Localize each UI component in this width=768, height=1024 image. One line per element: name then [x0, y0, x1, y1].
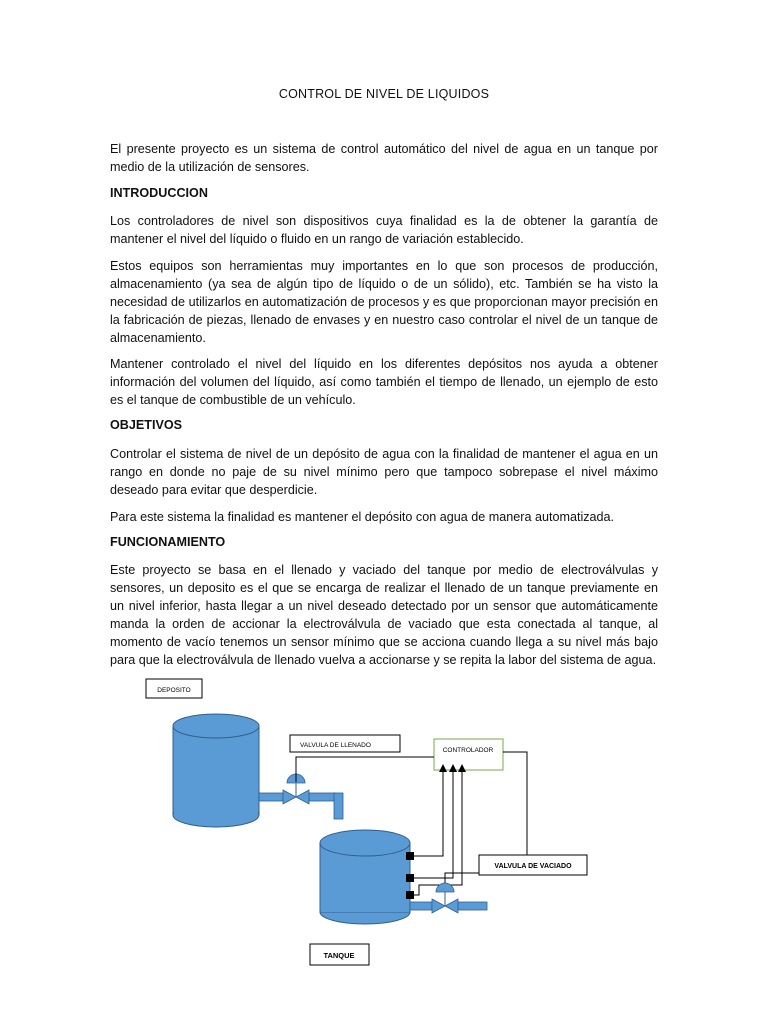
- deposito-label-box: [146, 679, 202, 698]
- deposito-tank: [173, 714, 259, 827]
- controlador-box: [434, 739, 503, 770]
- sensor-min: [406, 891, 414, 899]
- sensor-wire-arrowheads: [439, 764, 466, 772]
- intro-paragraph: El presente proyecto es un sistema de control automático del nivel de agua en un tanque por medio de la utilización de sensores.: [110, 142, 658, 174]
- level-sensors: [406, 852, 414, 899]
- controlador-label: CONTROLADOR: [442, 747, 494, 754]
- sensor-mid: [406, 874, 414, 882]
- sensor-wires: [414, 770, 462, 895]
- valvula-llenado-label: VALVULA DE LLENADO: [300, 742, 371, 749]
- valvula-llenado-label-box: [290, 735, 400, 752]
- tanque-label: TANQUE: [323, 951, 355, 960]
- objetivos-paragraph-2: Para este sistema la finalidad es mantener el depósito con agua de manera automatizada.: [110, 510, 615, 524]
- fill-valve-control-wire: [296, 757, 434, 782]
- valvula-vaciado-label-box: [479, 855, 587, 875]
- tanque-tank: [320, 830, 410, 924]
- tanque-label-box: [310, 944, 369, 965]
- objetivos-paragraph-1: Controlar el sistema de nivel de un depósito de agua con la finalidad de mantener el agua en un rango en donde no paje de su nivel mínimo pero que tampoco sobrepase el nivel máximo deseado para evitar que desperdicie.: [110, 447, 658, 497]
- introduccion-paragraph-3: Mantener controlado el nivel del líquido en los diferentes depósitos nos ayuda a obtener información del volumen del líquido, así como también el tiempo de llenado, un ejemplo de esto es el tanque de combustible de un vehículo.: [110, 357, 658, 407]
- drain-valve-icon: [432, 883, 458, 913]
- objetivos-heading: OBJETIVOS: [110, 418, 183, 432]
- introduccion-heading: INTRODUCCION: [110, 186, 208, 200]
- valvula-vaciado-label: VALVULA DE VACIADO: [494, 863, 572, 870]
- page-title: CONTROL DE NIVEL DE LIQUIDOS: [278, 87, 490, 101]
- deposito-label: DEPOSITO: [157, 687, 191, 694]
- sensor-max: [406, 852, 414, 860]
- introduccion-paragraph-1: Los controladores de nivel son dispositivos cuya finalidad es la de obtener la garantía de mantener el nivel del líquido o fluido en un rango de variación establecido.: [110, 214, 658, 246]
- introduccion-paragraph-2: Estos equipos son herramientas muy importantes en lo que son procesos de producción, almacenamiento (ya sea de algún tipo de líquido o de un sólido), etc. También se ha visto la necesidad de utilizarlos en automatización de procesos y es que proporcionan mayor precisión en la fabricación de piezas, llenado de envases y en nuestro caso controlar el nivel de un tanque de almacenamiento.: [110, 259, 658, 345]
- funcionamiento-heading: FUNCIONAMIENTO: [110, 535, 226, 549]
- funcionamiento-paragraph: Este proyecto se basa en el llenado y vaciado del tanque por medio de electroválvulas y sensores, un deposito es el que se encarga de realizar el llenado de un tanque previamente en un nivel inferior, hasta llegar a un nivel deseado detectado por un sensor que automáticamente manda la orden de accionar la electroválvula de vaciado que esta conectada al tanque, al momento de vacío tenemos un sensor mínimo que se acciona cuando llega a su nivel más bajo para que la electroválvula de llenado vuelva a accionarse y se repita la labor del sistema de agua.: [110, 563, 658, 667]
